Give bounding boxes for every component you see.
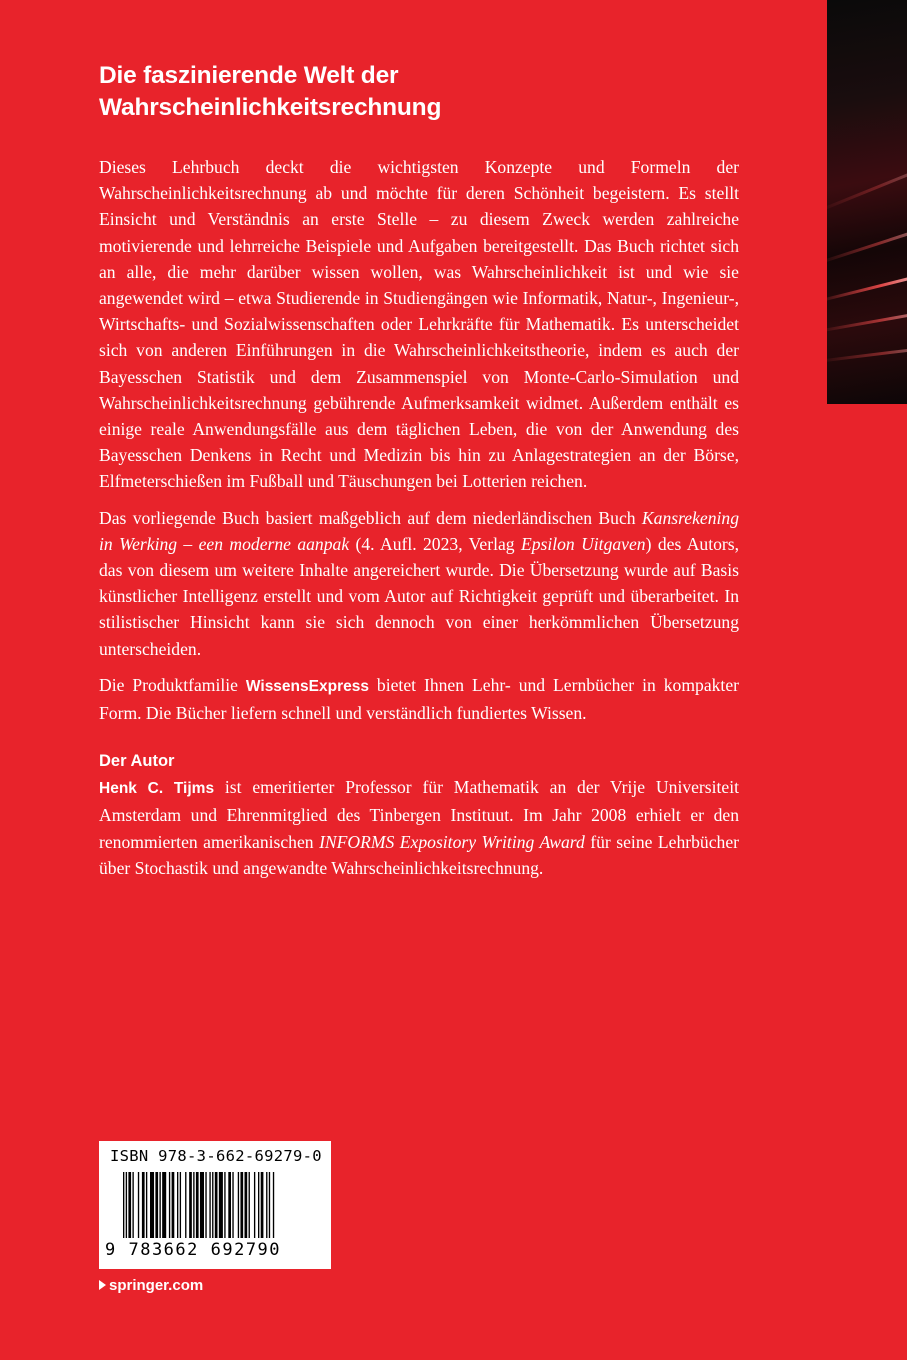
barcode-bar bbox=[177, 1172, 178, 1238]
barcode-bar bbox=[273, 1172, 274, 1238]
barcode-bar bbox=[269, 1172, 270, 1238]
author-bio bbox=[99, 774, 739, 881]
text-run: bietet Ihnen Lehr- und Lernbücher in kompakter Form. Die Bücher liefern schnell und verständlich fundiertes Wissen. bbox=[99, 674, 739, 724]
barcode-bar bbox=[249, 1172, 250, 1238]
barcode-bar bbox=[146, 1172, 147, 1238]
light-streak bbox=[827, 347, 907, 363]
isbn-barcode bbox=[99, 1141, 331, 1269]
barcode-bar bbox=[261, 1172, 264, 1238]
barcode-bar bbox=[196, 1172, 199, 1238]
light-streak bbox=[827, 273, 907, 303]
barcode-bar bbox=[232, 1172, 233, 1238]
barcode-bar bbox=[155, 1172, 158, 1238]
text-run: Das vorliegende Buch basiert maßgeblich auf dem niederländischen Buch bbox=[99, 507, 642, 528]
barcode-bar bbox=[150, 1172, 154, 1238]
barcode-bar bbox=[209, 1172, 210, 1238]
text-run: (4. Aufl. 2023, Verlag bbox=[349, 533, 521, 554]
text-run: ) des Autors, das von diesem um weitere Inhalte angereichert wurde. Die Übersetzung wurde auf Basis künstlicher Intelligenz erstellt und vom Autor auf Richtigkeit geprüft und überarbeitet. In stilistischer Hinsicht kann sie sich dennoch von einer herkömmlichen Übersetzung unterscheiden. bbox=[99, 533, 739, 659]
barcode-bar bbox=[258, 1172, 259, 1238]
product-family-paragraph bbox=[99, 672, 739, 726]
author-heading: Der Autor bbox=[99, 752, 175, 771]
barcode-bar bbox=[128, 1172, 131, 1238]
barcode-bar bbox=[169, 1172, 170, 1238]
text-run: für seine Lehrbücher über Stochastik und angewandte Wahrscheinlichkeitsrechnung. bbox=[99, 831, 739, 878]
cover-art-strip bbox=[827, 0, 907, 404]
publisher-name: Epsilon Uitgaven bbox=[520, 533, 646, 554]
isbn-label: ISBN 978-3-662-69279-0 bbox=[110, 1147, 322, 1165]
barcode-bar bbox=[215, 1172, 218, 1238]
barcode-bar bbox=[240, 1172, 243, 1238]
barcode-bar bbox=[123, 1172, 124, 1238]
barcode-digits: 9 783662 692790 bbox=[105, 1240, 282, 1260]
barcode-bar bbox=[245, 1172, 248, 1238]
light-streak bbox=[827, 228, 907, 265]
barcode-bar bbox=[193, 1172, 194, 1238]
headline: Die faszinierende Welt der Wahrscheinlichkeitsrechnung bbox=[99, 62, 442, 121]
source-paragraph bbox=[99, 505, 739, 662]
award-name: INFORMS Expository Writing Award bbox=[319, 831, 585, 852]
text-run: Die Produktfamilie bbox=[99, 674, 246, 695]
barcode-bar bbox=[228, 1172, 231, 1238]
barcode-bar bbox=[159, 1172, 160, 1238]
original-book-title: Kansrekening in Werking – een moderne aanpak bbox=[99, 507, 739, 554]
text-run: ist emeritierter Professor für Mathematik an der Vrije Universiteit Amsterdam und Ehrenmitglied des Tinbergen Instituut. Im Jahr 2008 erhielt er den renommierten amerikanischen bbox=[99, 777, 739, 852]
barcode-bar bbox=[138, 1172, 139, 1238]
barcode-bar bbox=[254, 1172, 255, 1238]
barcode-bar bbox=[132, 1172, 133, 1238]
barcode-bar bbox=[238, 1172, 239, 1238]
publisher-website[interactable] bbox=[99, 1276, 203, 1296]
barcode-bar bbox=[180, 1172, 181, 1238]
barcode-bar bbox=[219, 1172, 223, 1238]
barcode-bar bbox=[126, 1172, 127, 1238]
light-streak bbox=[827, 169, 907, 213]
description-paragraph: Dieses Lehrbuch deckt die wichtigsten Konzepte und Formeln der Wahrscheinlichkeitsrechnung ab und möchte für deren Schönheit begeistern. Es stellt Einsicht und Verständnis an erste Stelle – zu diesem Zweck werden zahlreiche motivierende und lehrreiche Beispiele und Aufgaben bereitgestellt. Das Buch richtet sich an alle, die mehr darüber wissen wollen, was Wahrscheinlichkeit ist und wie sie angewendet wird – etwa Studierende in Studiengängen wie Informatik, Natur-, Ingenieur-, Wirtschafts- und Sozialwissenschaften oder Lehrkräfte für Mathematik. Es unterscheidet sich von anderen Einführungen in die Wahrscheinlichkeitstheorie, indem es auch der Bayesschen Statistik und dem Zusammenspiel von Monte-Carlo-Simulation und Wahrscheinlichkeitsrechnung gebührende Aufmerksamkeit widmet. Außerdem enthält es einige reale Anwendungsfälle aus dem täglichen Leben, die von der Anwendung des Bayesschen Denkens in Recht und Medizin bis hin zu Anlagestrategien an der Börse, Elfmeterschießen im Fußball und Täuschungen bei Lotterien reichen. bbox=[99, 157, 739, 492]
author-name: Henk C. Tijms bbox=[99, 780, 215, 798]
barcode-bar bbox=[266, 1172, 267, 1238]
barcode-bar bbox=[205, 1172, 206, 1238]
barcode-bar bbox=[142, 1172, 145, 1238]
back-cover-text bbox=[99, 60, 739, 891]
barcode-bar bbox=[224, 1172, 225, 1238]
arrow-right-icon bbox=[99, 1280, 106, 1290]
barcode-bar bbox=[189, 1172, 192, 1238]
barcode-bar bbox=[162, 1172, 166, 1238]
barcode-bar bbox=[200, 1172, 204, 1238]
barcode-bars bbox=[123, 1172, 319, 1238]
barcode-bar bbox=[172, 1172, 175, 1238]
website-label: springer.com bbox=[109, 1277, 204, 1294]
barcode-bar bbox=[185, 1172, 186, 1238]
brand-name: WissensExpress bbox=[245, 677, 369, 695]
light-streak bbox=[827, 311, 907, 333]
barcode-bar bbox=[212, 1172, 213, 1238]
